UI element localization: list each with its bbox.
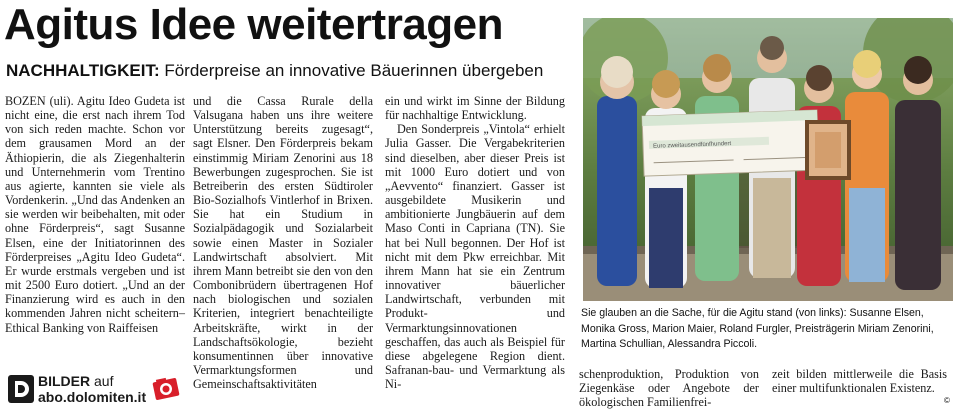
award-group-photo [583,18,953,301]
headline: Agitus Idee weitertragen [4,0,504,49]
paragraph: und die Cassa Rurale della Valsugana haben uns ihre weitere Unterstützung bereits zugesagt“, sagt Elsner. Den Förderpreis bekam einstimmig Miriam Zenorini aus 18 Bewerbungen zugesprochen. Sie ist Betreiberin des ersten Südtiroler Bio-Sozialhofs Vintlerhof in Brixen. Sie hat ein Studium in Sozialpädagogik und Sozialarbeit sowie einen Master in Sozialer Landwirtschaft absolviert. Mit ihrem Mann betreibt sie den von den Combonibrüdern übertragenen Hof nach biologischen und sozialen Kriterien, integriert benachteiligte Arbeitskräfte, wirkt in der Landschaftsökologie, bezieht konsumentinnen über innovative Vermarktungsformen und Gemeinschaftsaktivitäten [193,94,373,392]
copyright-mark: © [944,396,950,405]
subheadline [6,60,543,82]
paragraph: BOZEN (uli). Agitu Ideo Gudeta ist nicht eine, die erst nach ihrem Tod von sich reden machte. Schon vor dem grausamen Mord an der Äthiopierin, die als Ziegenhalterin und Unternehmerin vom Trentino aus agierte, kannten sie viele als Vordenkerin. „Und das Andenken an sie werden wir beibehalten, mit oder ohne Förderpreis“, sagt Susanne Elsen, eine der Initiatorinnen des Förderpreises „Agitu Ideo Gudeta“. Er wurde erstmals vergeben und ist mit 2500 Euro dotiert. „Und an der Finanzierung wird es auch in den kommenden Jahren nicht scheitern– Ethical Banking von Raiffeisen [5,94,185,335]
photo-illustration [583,18,953,301]
paragraph: zeit bilden mittlerweile die Basis einer multifunktionalen Existenz. [772,367,947,396]
article-column-3 [385,94,565,391]
photo-caption: Sie glauben an die Sache, für die Agitu stand (von links): Susanne Elsen, Monika Gross, Marion Maier, Roland Furgler, Preisträgerin Miriam Zenorini, Martina Schullian, Alessandra Piccoli. [581,307,934,350]
article-column-5 [772,367,947,395]
article-column-2 [193,94,373,391]
article-column-4 [579,367,759,409]
promo-url-link[interactable]: abo.dolomiten.it [38,389,147,405]
subheadline-text: Förderpreise an innovative Bäuerinnen übergeben [159,61,544,80]
promo-bilder: BILDER [38,373,91,389]
paragraph: schenproduktion, Produktion von Ziegenkäse oder Angebote der ökologischen Familienfrei- [579,367,759,410]
kicker: NACHHALTIGKEIT: [6,61,160,80]
check-text: Euro zweitausendfünfhundert [652,141,732,150]
paragraph: ein und wirkt im Sinne der Bildung für nachhaltige Entwicklung. [385,94,565,123]
article-column-1 [5,94,185,335]
promo-auf: auf [90,373,114,389]
paragraph: Den Sonderpreis „Vintola“ erhielt Julia Gasser. Die Vergabekriterien sind dieselben, aber dieser Preis ist mit 1000 Euro dotiert und von „Aevvento“ finanziert. Gasser ist ausgebildete Musikerin und ambitionierte Jungbäuerin auf dem Maso Conti in Capriana (TN). Sie hat bei Null begonnen. Der Hof ist nicht mit dem Pkw erreichbar. Mit ihrem Mann hat sie ein Zentrum innovativer bäuerlicher Landwirtschaft, verbunden mit Produkt- und Vermarktungsinnovationen geschaffen, das auch als Beispiel für diese abgelegene Region dient. Safranan-bau- und Vermarktung als Ni- [385,122,565,392]
camera-icon [150,372,184,406]
dolomiten-d-logo-icon [8,375,34,403]
promo-line-1 [38,373,113,389]
promo-box[interactable] [4,370,184,408]
